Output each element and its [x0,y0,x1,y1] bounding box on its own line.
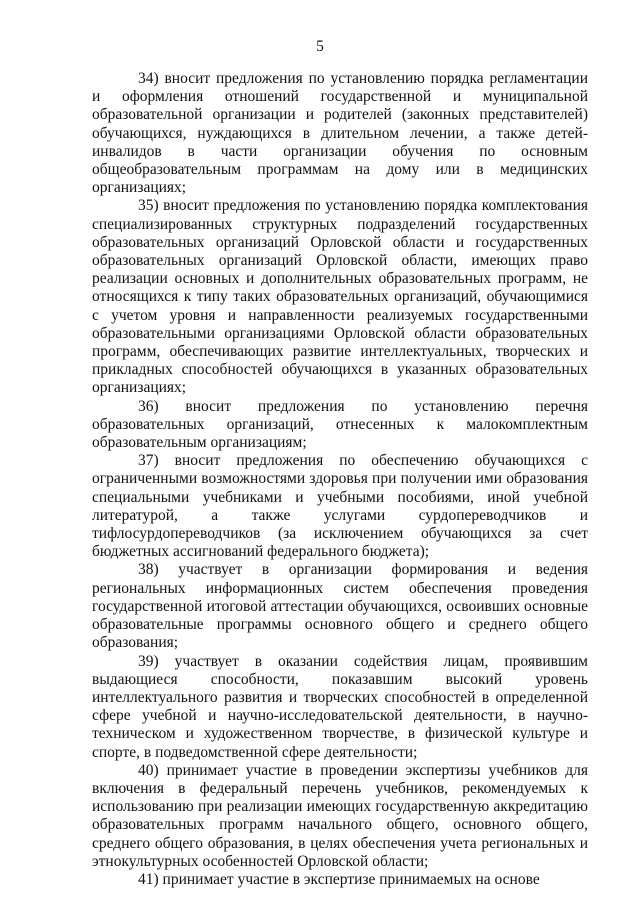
paragraph-35: 35) вносит предложения по установлению порядка комплектования специализированных структурных подразделений государственных образовательных организаций Орловской области и государственных образовательных организаций Орловской области, имеющих право реализации основных и дополнительных образовательных программ, не относящихся к типу таких образовательных организаций, обучающимися с учетом уровня и направленности реализуемых государственными образовательными организациями Орловской области образовательных программ, обеспечивающих развитие интеллектуальных, творческих и прикладных способностей обучающихся в указанных образовательных организациях; [92,197,588,397]
document-body [92,70,588,889]
paragraph-39: 39) участвует в оказании содействия лицам, проявившим выдающиеся способности, показавшим высокий уровень интеллектуального развития и творческих способностей в определенной сфере учебной и научно-исследовательской деятельности, в научно-техническом и художественном творчестве, в физической культуре и спорте, в подведомственной сфере деятельности; [92,652,588,761]
paragraph-37: 37) вносит предложения по обеспечению обучающихся с ограниченными возможностями здоровья при получении ими образования специальными учебниками и учебными пособиями, иной учебной литературой, а также услугами сурдопереводчиков и тифлосурдопереводчиков (за исключением обучающихся за счет бюджетных ассигнований федерального бюджета); [92,452,588,561]
paragraph-38: 38) участвует в организации формирования и ведения региональных информационных систем обеспечения проведения государственной итоговой аттестации обучающихся, освоивших основные образовательные программы основного общего и среднего общего образования; [92,561,588,652]
paragraph-36: 36) вносит предложения по установлению перечня образовательных организаций, отнесенных к малокомплектным образовательным организациям; [92,397,588,452]
page-number: 5 [316,38,324,55]
paragraph-41: 41) принимает участие в экспертизе принимаемых на основе [138,870,540,888]
paragraph-40: 40) принимает участие в проведении экспертизы учебников для включения в федеральный перечень учебников, рекомендуемых к использованию при реализации имеющих государственную аккредитацию образовательных программ начального общего, основного общего, среднего общего образования, в целях обеспечения учета региональных и этнокультурных особенностей Орловской области; [92,761,588,870]
paragraph-34: 34) вносит предложения по установлению порядка регламентации и оформления отношений государственной и муниципальной образовательной организации и родителей (законных представителей) обучающихся, нуждающихся в длительном лечении, а также детей-инвалидов в части организации обучения по основным общеобразовательным программам на дому или в медицинских организациях; [92,70,588,197]
